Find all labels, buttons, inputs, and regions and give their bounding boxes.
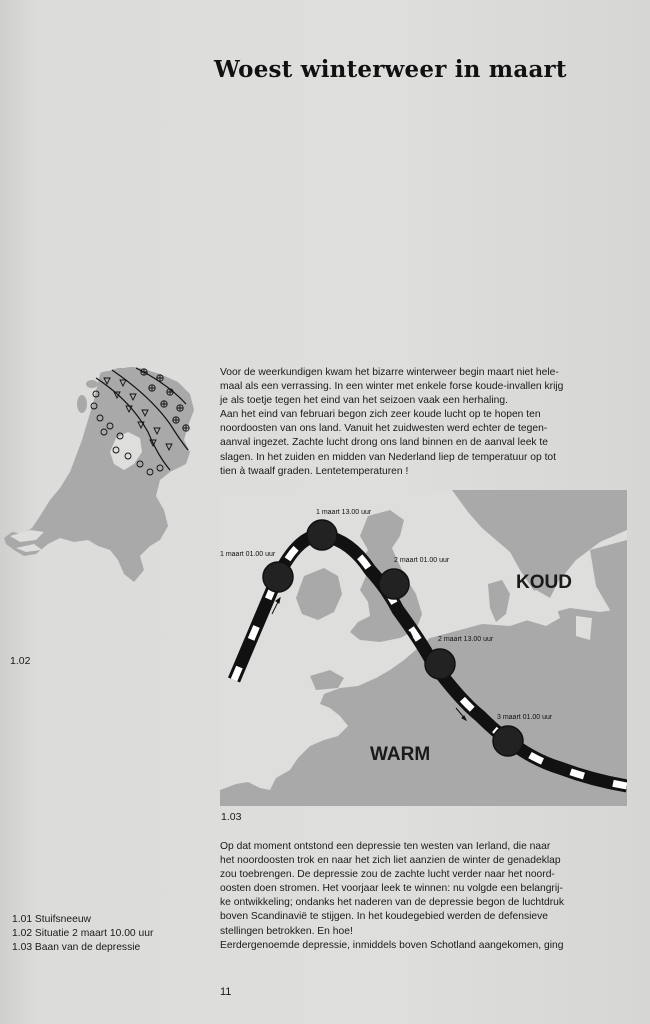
- intro-line: aanval ingezet. Zachte lucht drong ons land binnen en de aanval leek te: [220, 437, 549, 449]
- intro-line: tien à twaalf graden. Lentetemperaturen !: [220, 465, 409, 477]
- depression-center: [493, 726, 523, 756]
- body-line: het noordoosten trok en naar het zich liet aanzien de winter de genadeklap: [220, 855, 561, 867]
- track-label: 1 maart 01.00 uur: [220, 551, 276, 558]
- body-line: oosten doen stromen. Het voorjaar leek te winnen: nu volgde een belangrij-: [220, 883, 563, 895]
- legend-item: 1.01 Stuifsneeuw: [12, 914, 91, 925]
- legend-item: 1.02 Situatie 2 maart 10.00 uur: [12, 927, 154, 939]
- figure-103-caption: 1.03: [221, 811, 242, 823]
- intro-line: Voor de weerkundigen kwam het bizarre winterweer begin maart niet hele-: [220, 367, 559, 378]
- figure-102-caption: 1.02: [10, 655, 31, 667]
- track-label: 2 maart 13.00 uur: [438, 636, 494, 643]
- track-label: 3 maart 01.00 uur: [497, 714, 553, 721]
- depression-center: [425, 649, 455, 679]
- warm-label: WARM: [370, 744, 431, 765]
- intro-line: slagen. In het zuiden en midden van Nederland liep de temperatuur op tot: [220, 451, 557, 463]
- body-line: Eerdergenoemde depressie, inmiddels boven Schotland aangekomen, ging: [220, 939, 564, 951]
- body-paragraph: [220, 840, 564, 953]
- body-line: stellingen betrokken. En hoe!: [220, 925, 353, 937]
- track-label: 2 maart 01.00 uur: [394, 557, 450, 564]
- figure-legend: [12, 913, 153, 954]
- europe-depression-map: [220, 490, 627, 806]
- body-line: zou toebrengen. De depressie zou de zachte lucht verder naar het noord-: [220, 869, 555, 881]
- body-line: ke ontwikkeling; ondanks het naderen van de depressie begon de luchtdruk: [220, 897, 565, 909]
- body-line: Op dat moment ontstond een depressie ten westen van Ierland, die naar: [220, 841, 551, 852]
- netherlands-map-figure: [0, 360, 200, 600]
- body-line: boven Scandinavië te stijgen. In het koudegebied werden de defensieve: [220, 911, 549, 923]
- depression-center: [379, 569, 409, 599]
- intro-line: Aan het eind van februari begon zich zeer koude lucht op te hopen ten: [220, 409, 541, 421]
- depression-center: [307, 520, 337, 550]
- page-title: Woest winterweer in maart: [214, 56, 567, 83]
- track-label: 1 maart 13.00 uur: [316, 509, 372, 516]
- koud-label: KOUD: [516, 572, 572, 593]
- intro-line: maal als een verrassing. In een winter met enkele forse koude-invallen krijg: [220, 381, 564, 393]
- intro-line: noordoosten van ons land. Vanuit het zuidwesten werd echter de tegen-: [220, 423, 548, 435]
- legend-item: 1.03 Baan van de depressie: [12, 941, 141, 953]
- depression-center: [263, 562, 293, 592]
- page-number: 11: [220, 986, 232, 998]
- intro-line: je als toetje tegen het eind van het seizoen vaak een herhaling.: [220, 395, 508, 407]
- intro-paragraph: [220, 366, 563, 479]
